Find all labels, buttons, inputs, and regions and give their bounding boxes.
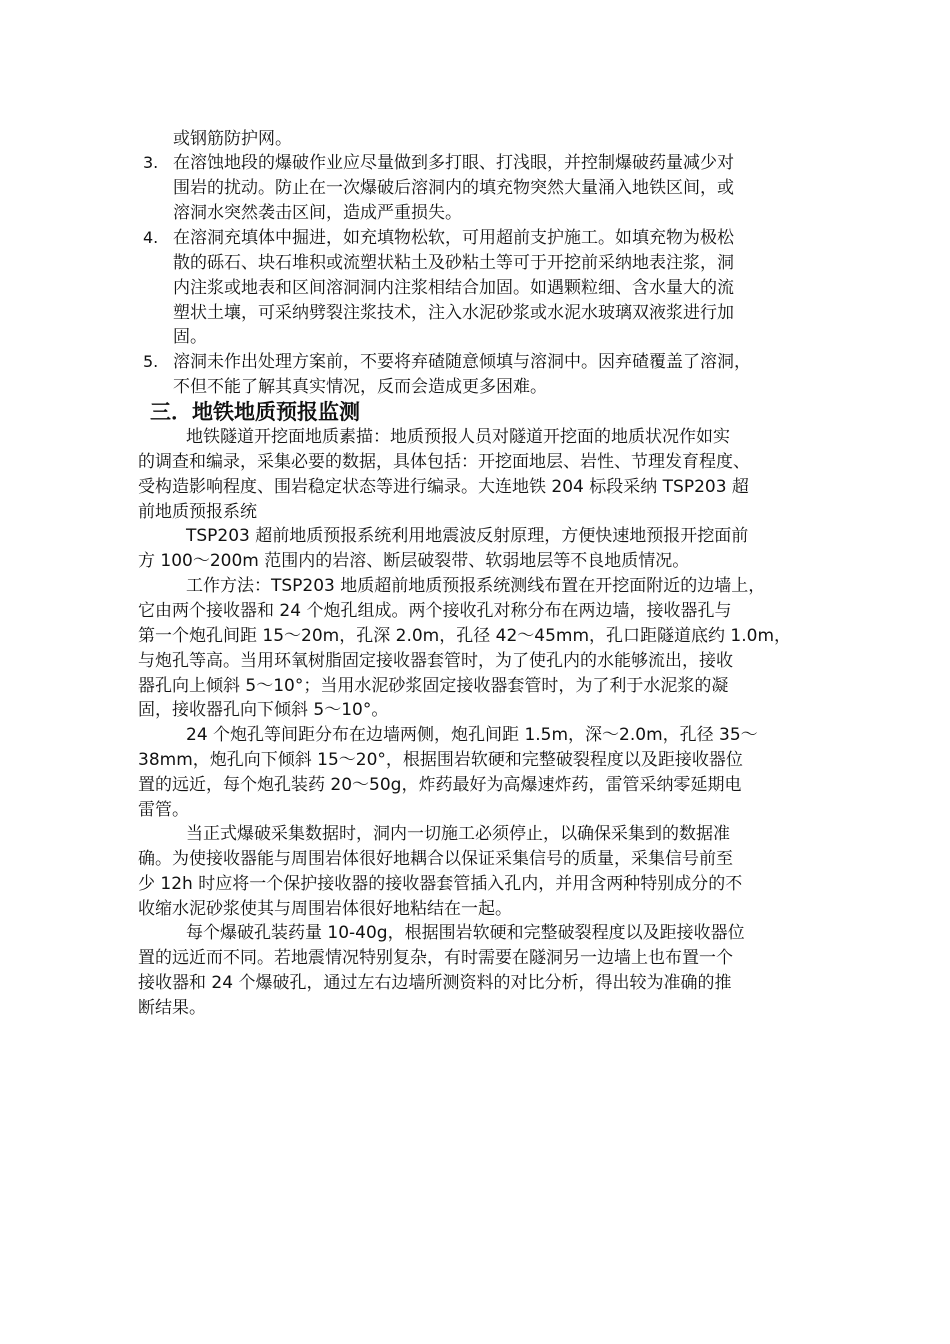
list-item-line: 溶洞未作出处理方案前，不要将弃碴随意倾填与溶洞中。因弃碴覆盖了溶洞， (173, 352, 751, 372)
paragraph-line: 当正式爆破采集数据时，洞内一切施工必须停止，以确保采集到的数据准 (186, 824, 730, 844)
list-item-line: 不但不能了解其真实情况，反而会造成更多困难。 (173, 377, 547, 397)
paragraph-line: 每个爆破孔装药量 10-40g，根据围岩软硬和完整破裂程度以及距接收器位 (186, 923, 745, 943)
paragraph-line: 前地质预报系统 (138, 502, 257, 522)
paragraph-line: 接收器和 24 个爆破孔，通过左右边墙所测资料的对比分析，得出较为准确的推 (138, 973, 732, 993)
paragraph-line: 雷管。 (138, 800, 189, 820)
paragraph-line: 24 个炮孔等间距分布在边墙两侧，炮孔间距 1.5m，深～2.0m，孔径 35～ (186, 725, 758, 745)
list-item-line: 在溶蚀地段的爆破作业应尽量做到多打眼、打浅眼，并控制爆破药量减少对 (173, 153, 734, 173)
paragraph-line: 与炮孔等高。当用环氧树脂固定接收器套管时，为了使孔内的水能够流出，接收 (138, 651, 733, 671)
list-item-number: 4. (143, 228, 159, 247)
list-item-line: 围岩的扰动。防止在一次爆破后溶洞内的填充物突然大量涌入地铁区间，或 (173, 178, 734, 198)
paragraph-line: 置的远近而不同。若地震情况特别复杂，有时需要在隧洞另一边墙上也布置一个 (138, 948, 733, 968)
paragraph-line: 的调查和编录，采集必要的数据，具体包括：开挖面地层、岩性、节理发育程度、 (138, 452, 750, 472)
list-item-line: 塑状土壤，可采纳劈裂注浆技术，注入水泥砂浆或水泥水玻璃双液浆进行加 (173, 303, 734, 323)
list-item-line: 溶洞水突然袭击区间，造成严重损失。 (173, 203, 462, 223)
list-item-number: 5. (143, 352, 159, 371)
paragraph-line: 地铁隧道开挖面地质素描：地质预报人员对隧道开挖面的地质状况作如实 (186, 427, 730, 447)
section-heading: 三．地铁地质预报监测 (150, 400, 360, 424)
paragraph-line: 置的远近，每个炮孔装药 20～50g，炸药最好为高爆速炸药，雷管采纳零延期电 (138, 775, 742, 795)
paragraph-line: 确。为使接收器能与周围岩体很好地耦合以保证采集信号的质量，采集信号前至 (138, 849, 733, 869)
paragraph-line: 第一个炮孔间距 15～20m，孔深 2.0m，孔径 42～45mm，孔口距隧道底约 1.0m， (138, 626, 792, 646)
paragraph-line: 少 12h 时应将一个保护接收器的接收器套管插入孔内，并用含两种特别成分的不 (138, 874, 743, 894)
list-item-line: 散的砾石、块石堆积或流塑状粘土及砂粘土等可于开挖前采纳地表注浆，洞 (173, 253, 734, 273)
list-item-line: 在溶洞充填体中掘进，如充填物松软，可用超前支护施工。如填充物为极松 (173, 228, 734, 248)
paragraph-line: 收缩水泥砂浆使其与周围岩体很好地粘结在一起。 (138, 899, 512, 919)
paragraph-line: 断结果。 (138, 998, 206, 1018)
list-item-number: 3. (143, 153, 159, 172)
paragraph-line: TSP203 超前地质预报系统利用地震波反射原理，方便快速地预报开挖面前 (186, 526, 749, 546)
paragraph-line: 受构造影响程度、围岩稳定状态等进行编录。大连地铁 204 标段采纳 TSP203 超 (138, 477, 749, 497)
paragraph-line: 固，接收器孔向下倾斜 5～10°。 (138, 700, 389, 720)
paragraph-line: 器孔向上倾斜 5～10°；当用水泥砂浆固定接收器套管时，为了利于水泥浆的凝 (138, 676, 729, 696)
paragraph-line: 工作方法：TSP203 地质超前地质预报系统测线布置在开挖面附近的边墙上， (186, 576, 766, 596)
list-continuation-line: 或钢筋防护网。 (173, 129, 292, 149)
paragraph-line: 它由两个接收器和 24 个炮孔组成。两个接收孔对称分布在两边墙，接收器孔与 (138, 601, 732, 621)
paragraph-line: 方 100～200m 范围内的岩溶、断层破裂带、软弱地层等不良地质情况。 (138, 551, 690, 571)
paragraph-line: 38mm，炮孔向下倾斜 15～20°，根据围岩软硬和完整破裂程度以及距接收器位 (138, 750, 743, 770)
list-item-line: 固。 (173, 327, 207, 347)
list-item-line: 内注浆或地表和区间溶洞洞内注浆相结合加固。如遇颗粒细、含水量大的流 (173, 278, 734, 298)
